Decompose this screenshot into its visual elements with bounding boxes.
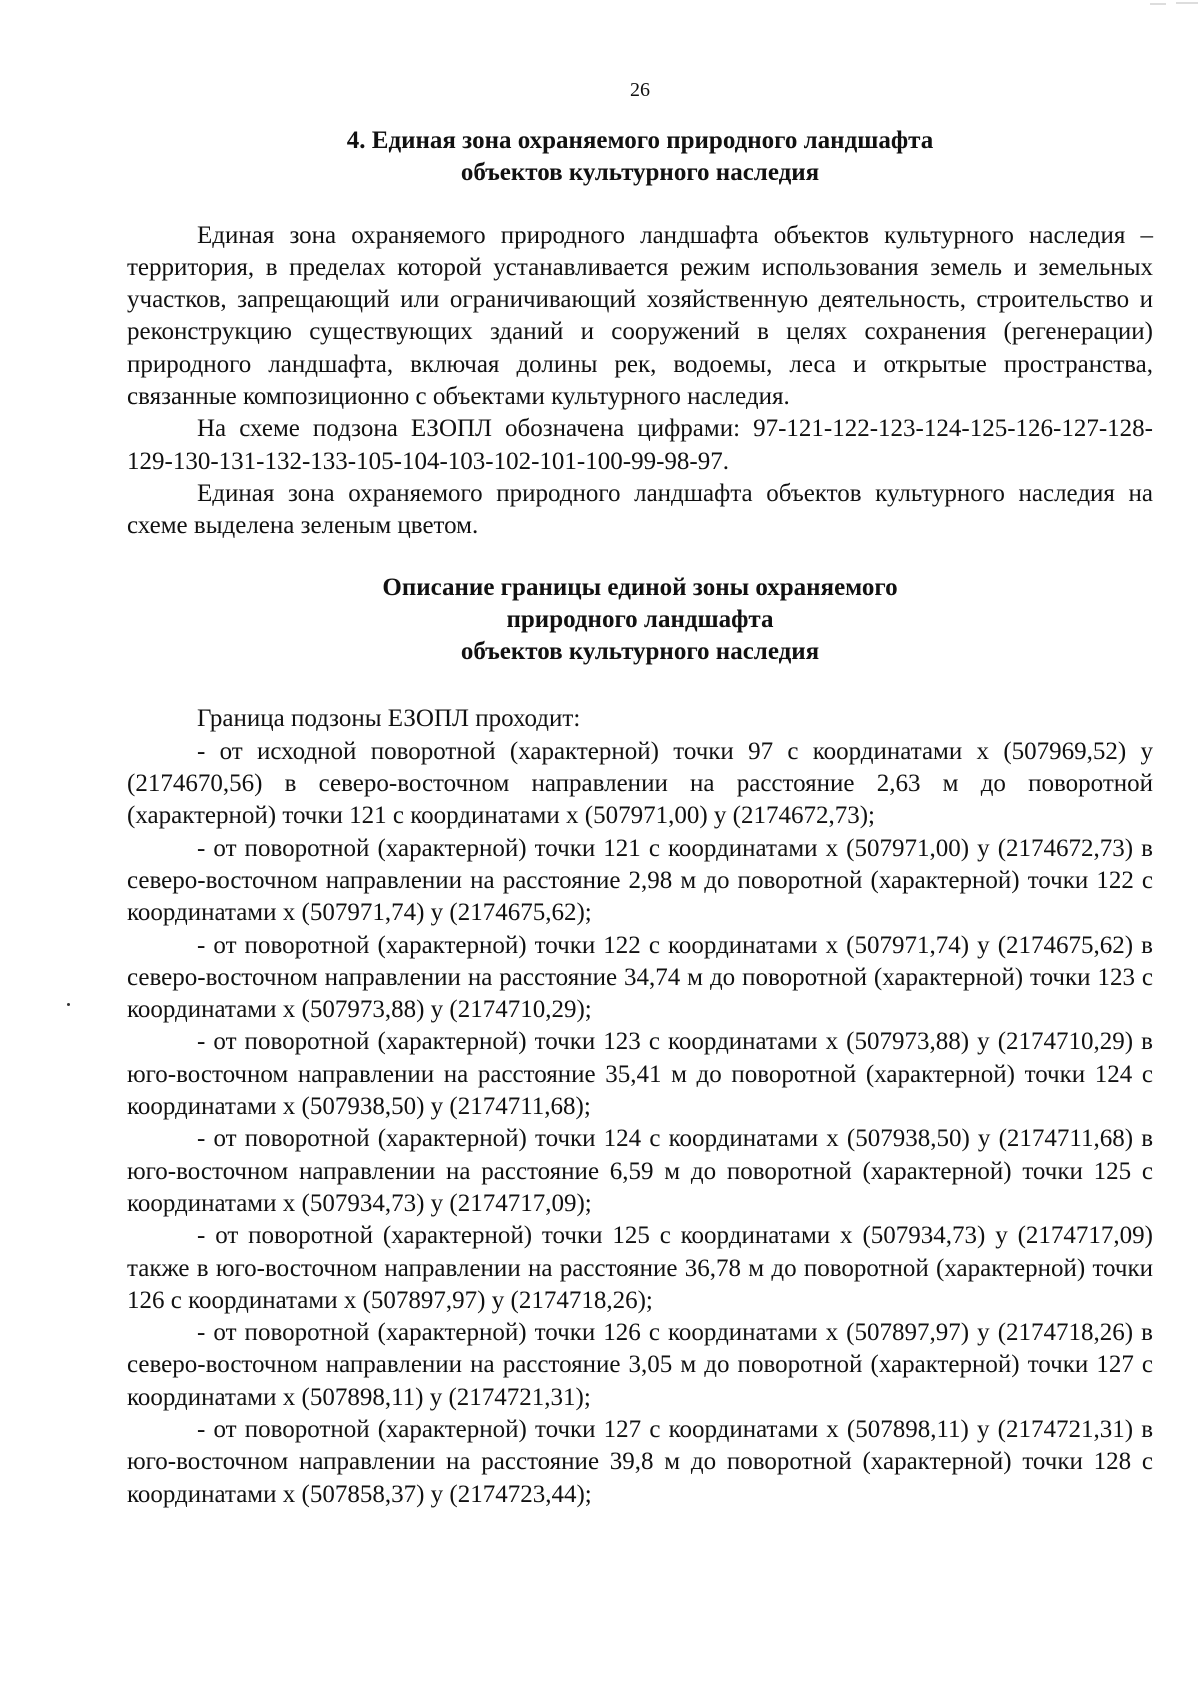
heading-line: Описание границы единой зоны охраняемого: [382, 573, 898, 601]
heading-line: объектов культурного наследия: [460, 159, 820, 187]
boundary-segment: - от поворотной (характерной) точки 125 с координатами х (507934,73) у (2174717,09) также в юго-восточном направлении на расстояние 36,78 м до поворотной (характерной) точки 126 с координатами х (507897,97) у (2174718,26);: [127, 1222, 1153, 1314]
section-heading: [127, 125, 1153, 190]
heading-line: 4. Единая зона охраняемого природного ландшафта: [346, 127, 934, 154]
boundary-segment: - от поворотной (характерной) точки 121 с координатами х (507971,00) у (2174672,73) в северо-восточном направлении на расстояние 2,98 м до поворотной (характерной) точки 122 с координатами х (507971,74) у (2174675,62);: [127, 834, 1153, 927]
boundary-segment: - от поворотной (характерной) точки 122 с координатами х (507971,74) у (2174675,62) в северо-восточном направлении на расстояние 34,74 м до поворотной (характерной) точки 123 с координатами х (507973,88) у (2174710,29);: [127, 931, 1153, 1024]
heading-line: объектов культурного наследия: [460, 638, 820, 666]
paragraph: На схеме подзона ЕЗОПЛ обозначена цифрами: 97-121-122-123-124-125-126-127-128-129-130-131-132-133-105-104-103-102-101-100-99-98-97.: [127, 415, 1153, 475]
boundary-segment: - от поворотной (характерной) точки 123 с координатами х (507973,88) у (2174710,29) в юго-восточном направлении на расстояние 35,41 м до поворотной (характерной) точки 124 с координатами х (507938,50) у (2174711,68);: [127, 1028, 1153, 1121]
boundary-segment: - от поворотной (характерной) точки 124 с координатами х (507938,50) у (2174711,68) в юго-восточном направлении на расстояние 6,59 м до поворотной (характерной) точки 125 с координатами х (507934,73) у (2174717,09);: [127, 1125, 1153, 1217]
boundary-segment: - от поворотной (характерной) точки 126 с координатами х (507897,97) у (2174718,26) в северо-восточном направлении на расстояние 3,05 м до поворотной (характерной) точки 127 с координатами х (507898,11) у (2174721,31);: [127, 1319, 1153, 1411]
boundary-segment: - от поворотной (характерной) точки 127 с координатами х (507898,11) у (2174721,31) в юго-восточном направлении на расстояние 39,8 м до поворотной (характерной) точки 128 с координатами х (507858,37) у (2174723,44);: [127, 1415, 1153, 1508]
boundary-segment: - от исходной поворотной (характерной) точки 97 с координатами х (507969,52) у (2174670,56) в северо-восточном направлении на расстояние 2,63 м до поворотной (характерной) точки 121 с координатами х (507971,00) у (2174672,73);: [127, 737, 1153, 830]
document-body: [127, 125, 1153, 1511]
subsection-heading: [127, 572, 1153, 669]
paragraph: Единая зона охраняемого природного ландшафта объектов культурного наследия на схеме выделена зеленым цветом.: [127, 479, 1153, 540]
paragraph: Единая зона охраняемого природного ландшафта объектов культурного наследия – территория, в пределах которой устанавливается режим использования земель и земельных участков, запрещающий или ограничивающий хозяйственную деятельность, строительство и реконструкцию существующих зданий и сооружений в целях сохранения (регенерации) природного ландшафта, включая долины рек, водоемы, леса и открытые пространства, связанные композиционно с объектами культурного наследия.: [127, 221, 1153, 411]
boundary-intro: Граница подзоны ЕЗОПЛ проходит:: [197, 705, 581, 733]
scan-speck: [67, 1003, 70, 1006]
scan-corner-marks: [1120, 0, 1200, 12]
page-number: 26: [630, 79, 650, 101]
heading-line: природного ландшафта: [506, 605, 774, 633]
